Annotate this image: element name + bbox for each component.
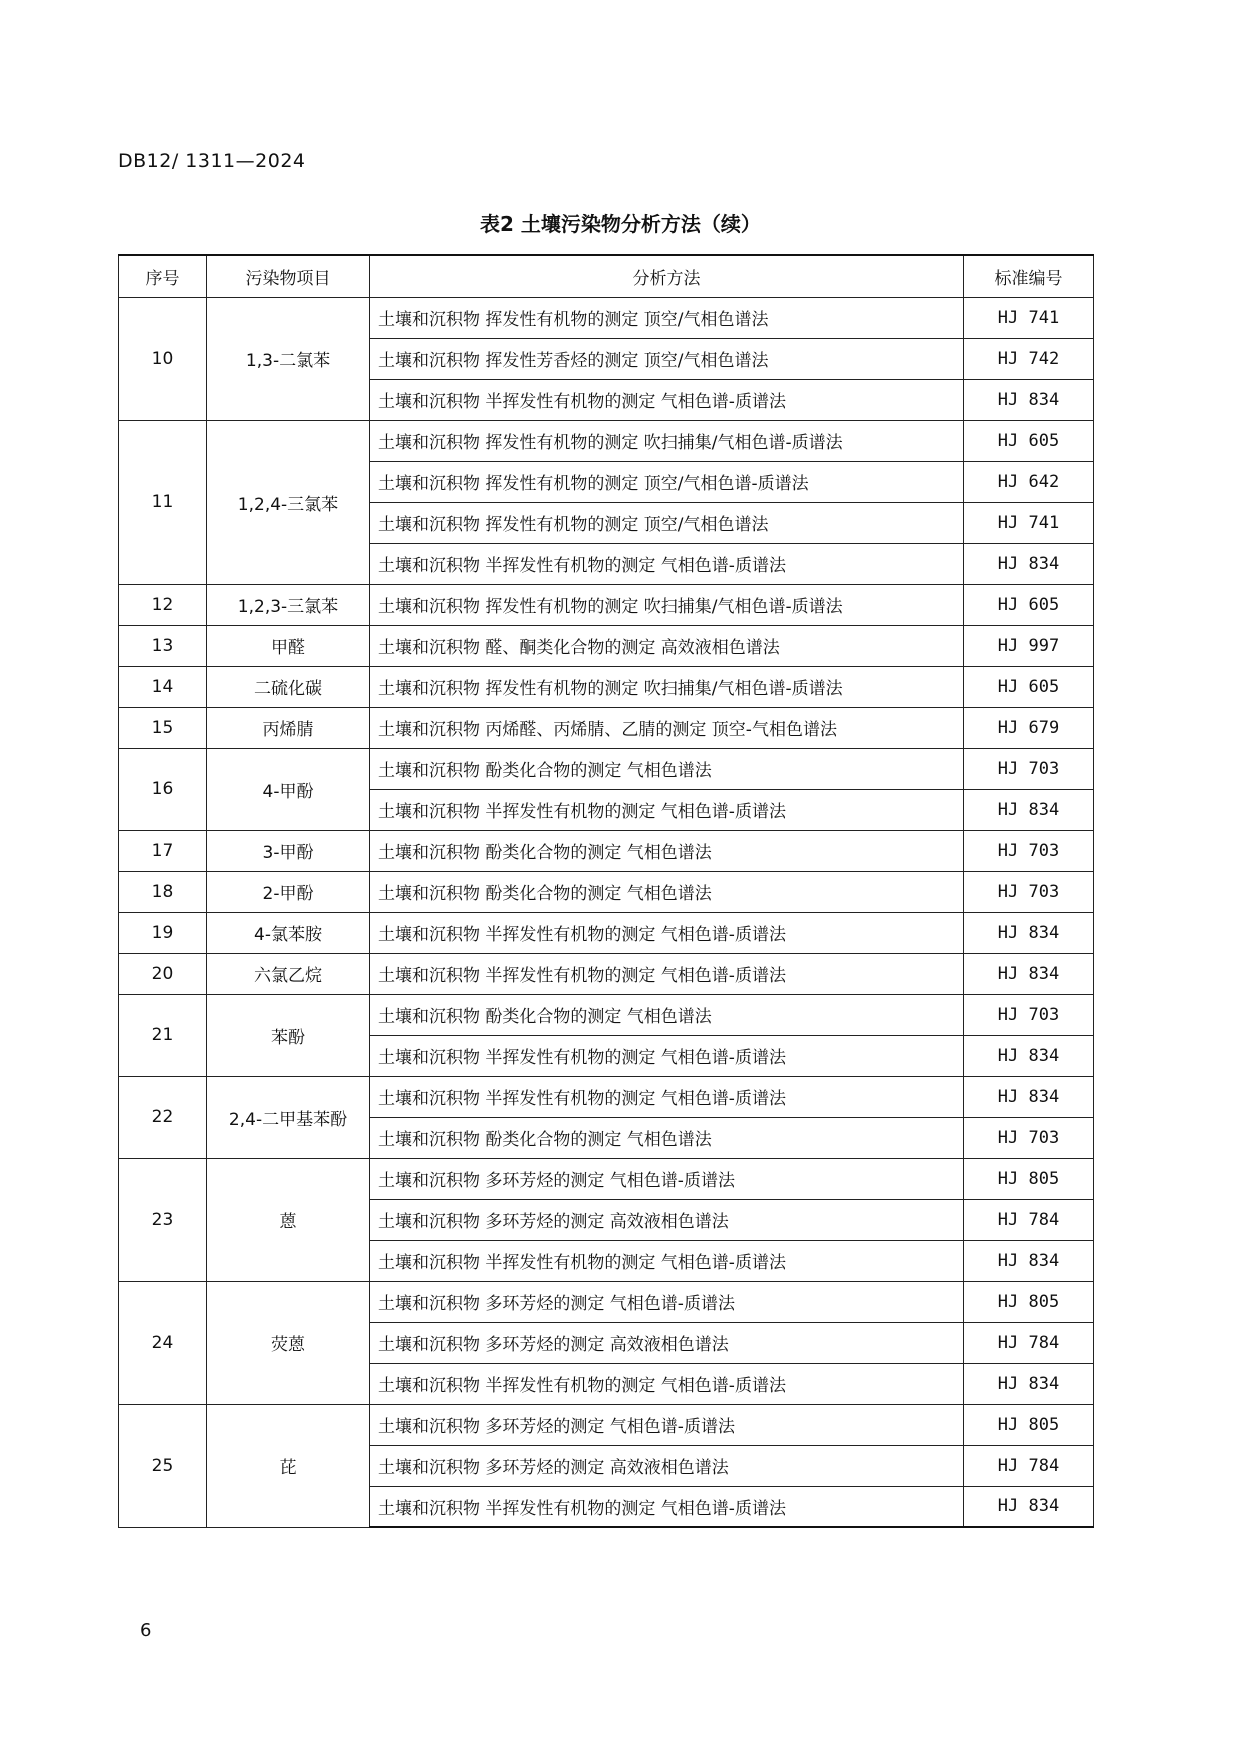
serial-number-cell: 24 — [119, 1281, 207, 1404]
standard-number-cell: HJ 834 — [964, 789, 1094, 830]
pollutant-name-cell: 4-氯苯胺 — [207, 912, 370, 953]
document-code: DB12/ 1311—2024 — [118, 150, 306, 172]
analysis-method-cell: 土壤和沉积物 挥发性有机物的测定 吹扫捕集/气相色谱-质谱法 — [370, 666, 964, 707]
standard-number-cell: HJ 703 — [964, 748, 1094, 789]
table-row — [119, 584, 1094, 625]
analysis-method-cell: 土壤和沉积物 半挥发性有机物的测定 气相色谱-质谱法 — [370, 379, 964, 420]
table-row — [119, 871, 1094, 912]
serial-number-cell: 21 — [119, 994, 207, 1076]
table-row — [119, 953, 1094, 994]
serial-number-cell: 22 — [119, 1076, 207, 1158]
analysis-method-cell: 土壤和沉积物 半挥发性有机物的测定 气相色谱-质谱法 — [370, 912, 964, 953]
standard-number-cell: HJ 605 — [964, 584, 1094, 625]
header-method: 分析方法 — [370, 255, 964, 297]
table-row — [119, 912, 1094, 953]
pollutant-name-cell: 二硫化碳 — [207, 666, 370, 707]
table-row — [119, 1281, 1094, 1322]
table-row — [119, 297, 1094, 338]
header-no: 序号 — [119, 255, 207, 297]
page-number: 6 — [140, 1620, 152, 1641]
standard-number-cell: HJ 784 — [964, 1445, 1094, 1486]
standard-number-cell: HJ 834 — [964, 1486, 1094, 1527]
standard-number-cell: HJ 605 — [964, 420, 1094, 461]
pollutant-name-cell: 苯酚 — [207, 994, 370, 1076]
serial-number-cell: 18 — [119, 871, 207, 912]
standard-number-cell: HJ 834 — [964, 1240, 1094, 1281]
analysis-method-cell: 土壤和沉积物 半挥发性有机物的测定 气相色谱-质谱法 — [370, 1363, 964, 1404]
header-pollutant: 污染物项目 — [207, 255, 370, 297]
table-body — [119, 297, 1094, 1527]
analysis-method-cell: 土壤和沉积物 半挥发性有机物的测定 气相色谱-质谱法 — [370, 543, 964, 584]
serial-number-cell: 25 — [119, 1404, 207, 1527]
standard-number-cell: HJ 834 — [964, 1035, 1094, 1076]
standard-number-cell: HJ 805 — [964, 1158, 1094, 1199]
serial-number-cell: 13 — [119, 625, 207, 666]
analysis-method-cell: 土壤和沉积物 半挥发性有机物的测定 气相色谱-质谱法 — [370, 953, 964, 994]
standard-number-cell: HJ 679 — [964, 707, 1094, 748]
analysis-method-cell: 土壤和沉积物 多环芳烃的测定 气相色谱-质谱法 — [370, 1281, 964, 1322]
standard-number-cell: HJ 703 — [964, 994, 1094, 1035]
standard-number-cell: HJ 703 — [964, 871, 1094, 912]
pollutant-name-cell: 丙烯腈 — [207, 707, 370, 748]
serial-number-cell: 17 — [119, 830, 207, 871]
standard-number-cell: HJ 741 — [964, 297, 1094, 338]
analysis-method-cell: 土壤和沉积物 醛、酮类化合物的测定 高效液相色谱法 — [370, 625, 964, 666]
pollutant-name-cell: 蒽 — [207, 1158, 370, 1281]
table-row — [119, 1158, 1094, 1199]
standard-number-cell: HJ 642 — [964, 461, 1094, 502]
serial-number-cell: 11 — [119, 420, 207, 584]
standard-number-cell: HJ 784 — [964, 1199, 1094, 1240]
pollutant-name-cell: 2,4-二甲基苯酚 — [207, 1076, 370, 1158]
analysis-method-cell: 土壤和沉积物 酚类化合物的测定 气相色谱法 — [370, 871, 964, 912]
analysis-method-cell: 土壤和沉积物 酚类化合物的测定 气相色谱法 — [370, 994, 964, 1035]
analysis-method-cell: 土壤和沉积物 多环芳烃的测定 气相色谱-质谱法 — [370, 1158, 964, 1199]
standard-number-cell: HJ 834 — [964, 543, 1094, 584]
analysis-method-cell: 土壤和沉积物 挥发性有机物的测定 顶空/气相色谱法 — [370, 502, 964, 543]
standard-number-cell: HJ 703 — [964, 830, 1094, 871]
table-row — [119, 1076, 1094, 1117]
header-standard: 标准编号 — [964, 255, 1094, 297]
analysis-method-cell: 土壤和沉积物 酚类化合物的测定 气相色谱法 — [370, 1117, 964, 1158]
standard-number-cell: HJ 742 — [964, 338, 1094, 379]
serial-number-cell: 23 — [119, 1158, 207, 1281]
table-row — [119, 625, 1094, 666]
analysis-method-cell: 土壤和沉积物 多环芳烃的测定 气相色谱-质谱法 — [370, 1404, 964, 1445]
analysis-method-cell: 土壤和沉积物 多环芳烃的测定 高效液相色谱法 — [370, 1445, 964, 1486]
standard-number-cell: HJ 605 — [964, 666, 1094, 707]
standard-number-cell: HJ 834 — [964, 1076, 1094, 1117]
serial-number-cell: 12 — [119, 584, 207, 625]
analysis-method-cell: 土壤和沉积物 半挥发性有机物的测定 气相色谱-质谱法 — [370, 1486, 964, 1527]
table-title: 表2 土壤污染物分析方法（续） — [480, 212, 761, 236]
pollutant-name-cell: 六氯乙烷 — [207, 953, 370, 994]
table-row — [119, 707, 1094, 748]
analysis-method-cell: 土壤和沉积物 丙烯醛、丙烯腈、乙腈的测定 顶空-气相色谱法 — [370, 707, 964, 748]
pollutant-name-cell: 4-甲酚 — [207, 748, 370, 830]
table-row — [119, 420, 1094, 461]
serial-number-cell: 10 — [119, 297, 207, 420]
serial-number-cell: 19 — [119, 912, 207, 953]
standard-number-cell: HJ 834 — [964, 1363, 1094, 1404]
table-row — [119, 830, 1094, 871]
standard-number-cell: HJ 805 — [964, 1404, 1094, 1445]
serial-number-cell: 14 — [119, 666, 207, 707]
analysis-method-cell: 土壤和沉积物 半挥发性有机物的测定 气相色谱-质谱法 — [370, 789, 964, 830]
analysis-method-cell: 土壤和沉积物 挥发性有机物的测定 顶空/气相色谱法 — [370, 297, 964, 338]
standard-number-cell: HJ 997 — [964, 625, 1094, 666]
analysis-method-cell: 土壤和沉积物 挥发性芳香烃的测定 顶空/气相色谱法 — [370, 338, 964, 379]
standard-number-cell: HJ 805 — [964, 1281, 1094, 1322]
pollutant-name-cell: 2-甲酚 — [207, 871, 370, 912]
analysis-method-cell: 土壤和沉积物 半挥发性有机物的测定 气相色谱-质谱法 — [370, 1076, 964, 1117]
standard-number-cell: HJ 834 — [964, 953, 1094, 994]
analysis-method-cell: 土壤和沉积物 半挥发性有机物的测定 气相色谱-质谱法 — [370, 1035, 964, 1076]
table-row — [119, 666, 1094, 707]
analysis-method-cell: 土壤和沉积物 多环芳烃的测定 高效液相色谱法 — [370, 1322, 964, 1363]
analysis-method-cell: 土壤和沉积物 酚类化合物的测定 气相色谱法 — [370, 748, 964, 789]
table-header-row — [119, 255, 1094, 297]
pollutant-name-cell: 1,2,3-三氯苯 — [207, 584, 370, 625]
table-row — [119, 748, 1094, 789]
table-row — [119, 994, 1094, 1035]
analysis-method-cell: 土壤和沉积物 半挥发性有机物的测定 气相色谱-质谱法 — [370, 1240, 964, 1281]
pollutant-name-cell: 3-甲酚 — [207, 830, 370, 871]
analysis-method-cell: 土壤和沉积物 多环芳烃的测定 高效液相色谱法 — [370, 1199, 964, 1240]
analysis-method-cell: 土壤和沉积物 挥发性有机物的测定 吹扫捕集/气相色谱-质谱法 — [370, 420, 964, 461]
serial-number-cell: 20 — [119, 953, 207, 994]
pollutant-name-cell: 芘 — [207, 1404, 370, 1527]
serial-number-cell: 15 — [119, 707, 207, 748]
standard-number-cell: HJ 834 — [964, 912, 1094, 953]
table-row — [119, 1404, 1094, 1445]
serial-number-cell: 16 — [119, 748, 207, 830]
pollutant-name-cell: 甲醛 — [207, 625, 370, 666]
standard-number-cell: HJ 741 — [964, 502, 1094, 543]
standard-number-cell: HJ 834 — [964, 379, 1094, 420]
analysis-method-cell: 土壤和沉积物 挥发性有机物的测定 顶空/气相色谱-质谱法 — [370, 461, 964, 502]
pollutant-name-cell: 荧蒽 — [207, 1281, 370, 1404]
standard-number-cell: HJ 784 — [964, 1322, 1094, 1363]
analysis-method-cell: 土壤和沉积物 酚类化合物的测定 气相色谱法 — [370, 830, 964, 871]
pollutant-name-cell: 1,2,4-三氯苯 — [207, 420, 370, 584]
standard-number-cell: HJ 703 — [964, 1117, 1094, 1158]
analysis-method-cell: 土壤和沉积物 挥发性有机物的测定 吹扫捕集/气相色谱-质谱法 — [370, 584, 964, 625]
pollutant-name-cell: 1,3-二氯苯 — [207, 297, 370, 420]
analysis-methods-table — [118, 254, 1094, 1528]
